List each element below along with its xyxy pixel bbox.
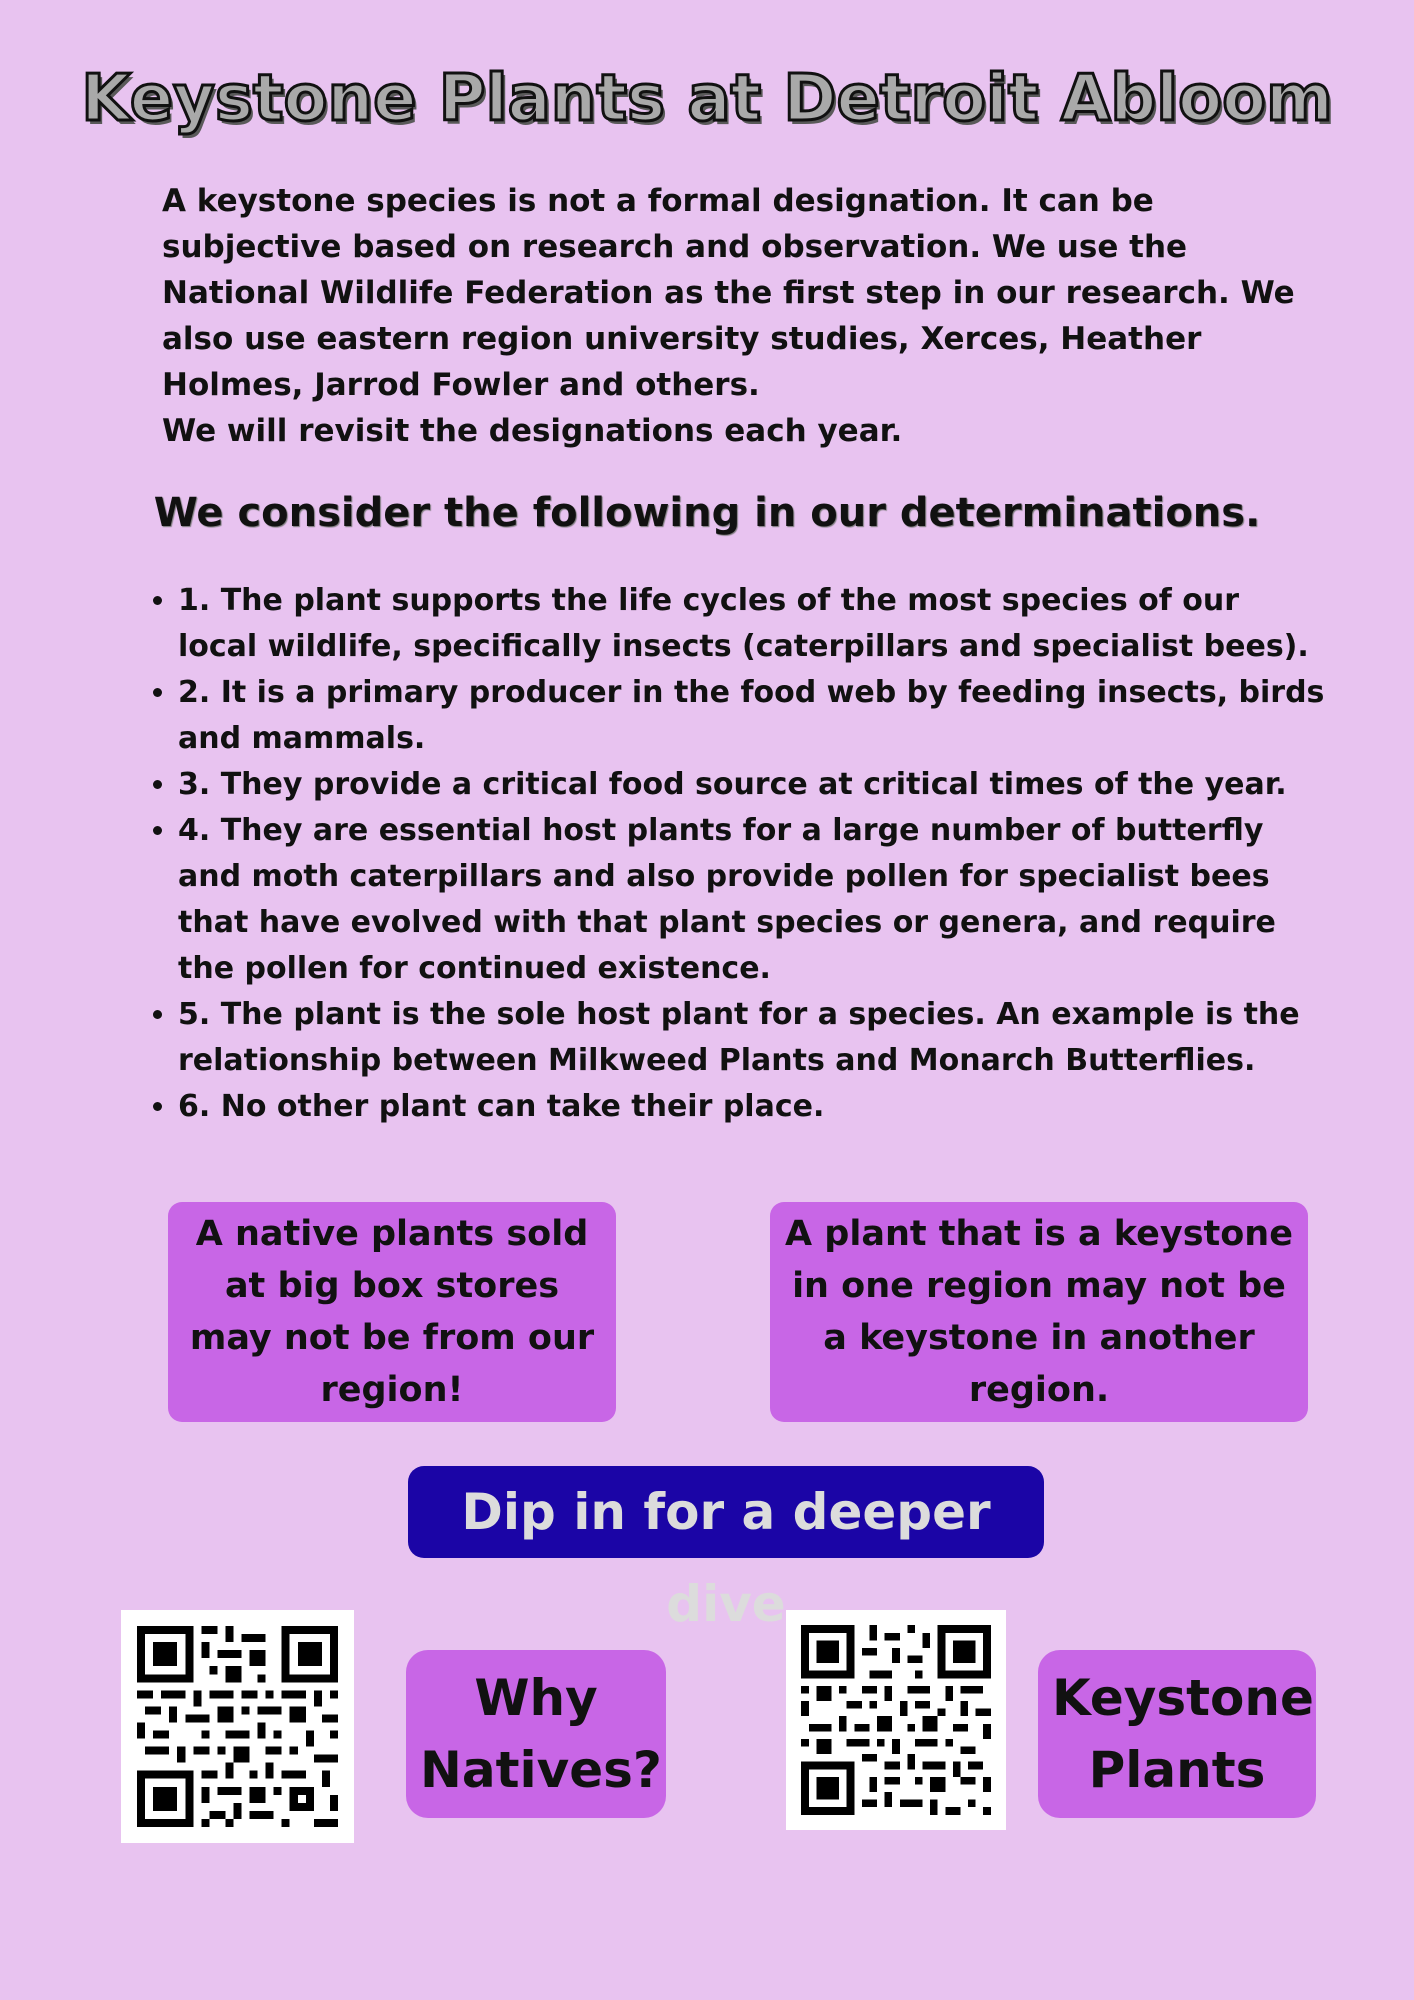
criteria-heading: We consider the following in our determinations. bbox=[153, 490, 1261, 536]
criteria-list bbox=[140, 578, 1328, 1130]
why-natives-button[interactable]: Why Natives? bbox=[406, 1650, 666, 1818]
criteria-item: • 6. No other plant can take their place. bbox=[178, 1084, 1328, 1130]
qr-code-icon bbox=[121, 1610, 354, 1843]
criteria-item: • 4. They are essential host plants for a large number of butterfly and moth caterpillars and also provide pollen for specialist bees that have evolved with that plant species or genera, and require the pollen for continued existence. bbox=[178, 808, 1328, 992]
intro-paragraph: A keystone species is not a formal designation. It can be subjective based on research and observation. We use the National Wildlife Federation as the first step in our research. We also use eastern region university studies, Xerces, Heather Holmes, Jarrod Fowler and others. bbox=[162, 183, 1295, 403]
why-natives-qr-code[interactable] bbox=[121, 1610, 354, 1843]
big-box-callout: A native plants sold at big box stores may not be from our region! bbox=[168, 1202, 616, 1422]
qr-code-icon bbox=[786, 1610, 1006, 1830]
region-callout: A plant that is a keystone in one region may not be a keystone in another region. bbox=[770, 1202, 1308, 1422]
keystone-plants-qr-code[interactable] bbox=[786, 1610, 1006, 1830]
deeper-dive-banner: Dip in for a deeper dive bbox=[408, 1466, 1044, 1558]
criteria-item: • 5. The plant is the sole host plant for a species. An example is the relationship between Milkweed Plants and Monarch Butterflies. bbox=[178, 992, 1328, 1084]
criteria-item: • 1. The plant supports the life cycles of the most species of our local wildlife, specifically insects (caterpillars and specialist bees). bbox=[178, 578, 1328, 670]
keystone-plants-button[interactable]: Keystone Plants bbox=[1038, 1650, 1316, 1818]
criteria-item: • 3. They provide a critical food source at critical times of the year. bbox=[178, 762, 1328, 808]
page-title: Keystone Plants at Detroit Abloom bbox=[81, 62, 1333, 136]
criteria-item: • 2. It is a primary producer in the food web by feeding insects, birds and mammals. bbox=[178, 670, 1328, 762]
intro-note: We will revisit the designations each year. bbox=[162, 413, 903, 449]
